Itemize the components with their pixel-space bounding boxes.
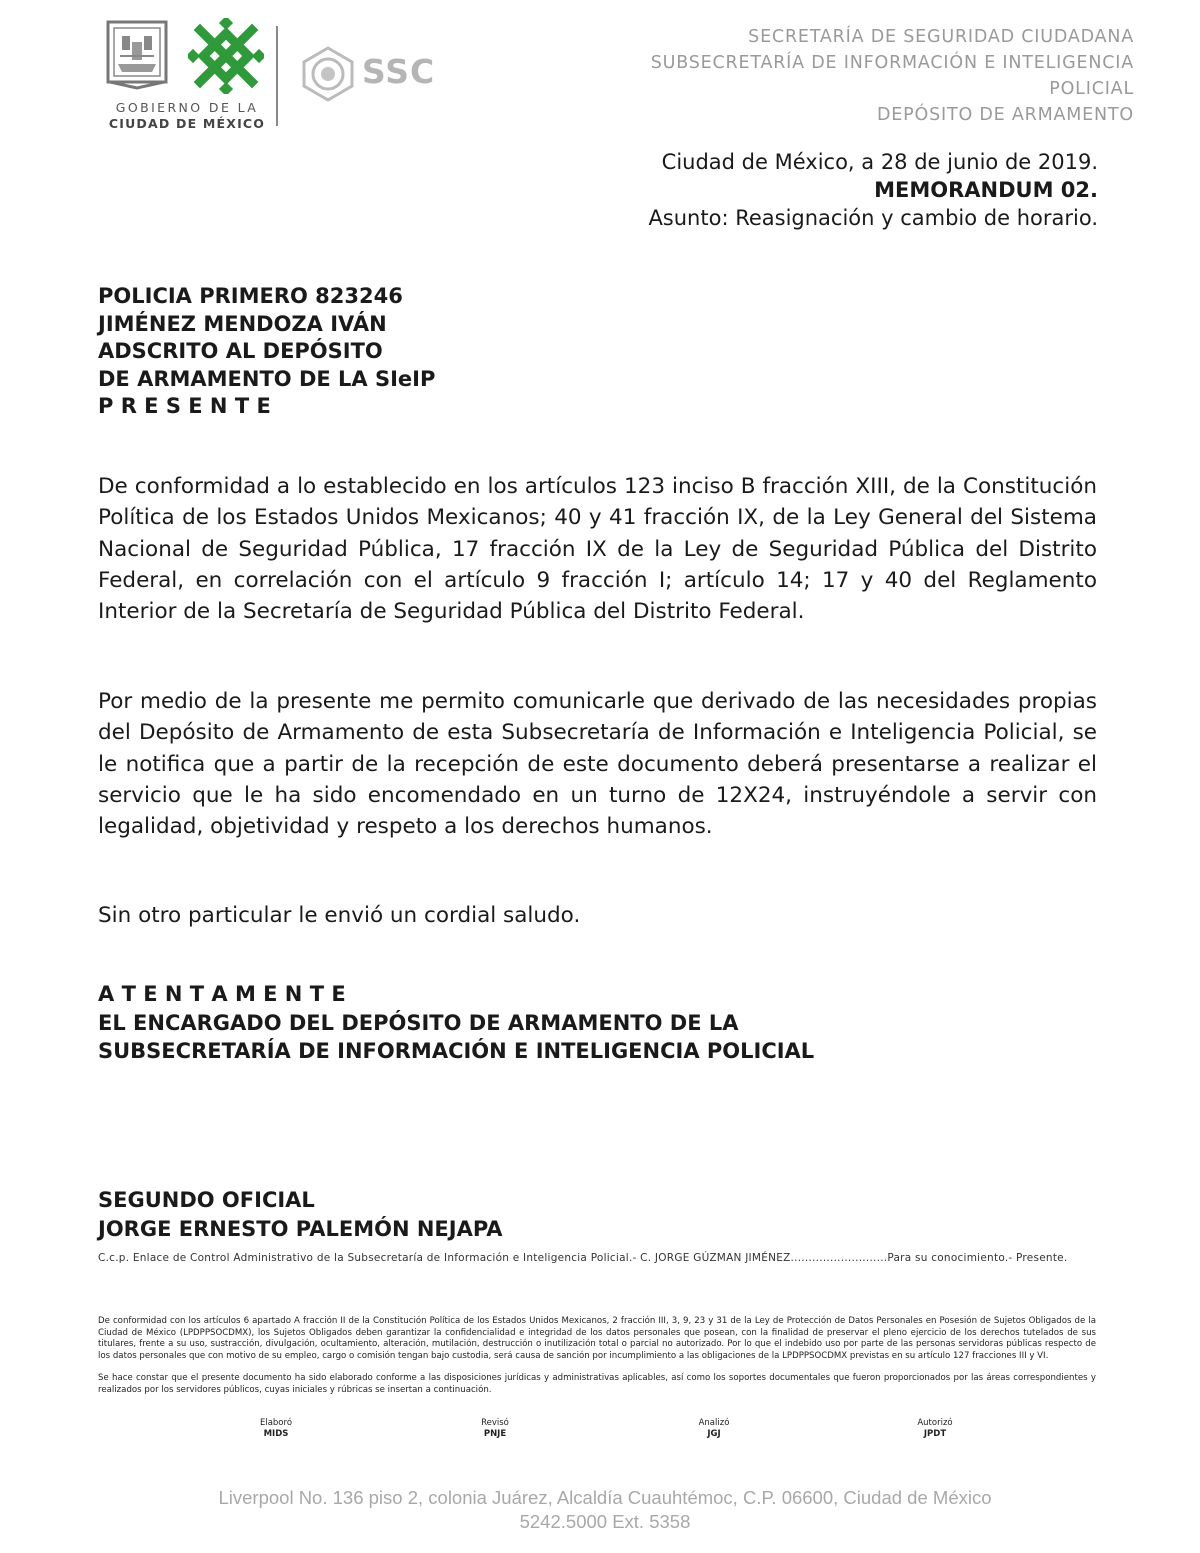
organization-header bbox=[534, 24, 1134, 128]
addressee-block bbox=[98, 283, 798, 421]
initials-code: JGJ bbox=[707, 1429, 721, 1439]
memo-header bbox=[498, 148, 1098, 232]
addressee-assignment-1: ADSCRITO AL DEPÓSITO bbox=[98, 339, 383, 363]
initials-code: JPDT bbox=[923, 1429, 947, 1439]
signer-rank: SEGUNDO OFICIAL bbox=[98, 1188, 315, 1212]
initials-elaboro bbox=[216, 1418, 336, 1440]
initials-role: Autorizó bbox=[917, 1418, 953, 1428]
org-line-policial: POLICIAL bbox=[1049, 79, 1134, 99]
closing-atentamente: A T E N T A M E N T E bbox=[98, 982, 346, 1006]
footer-address: Liverpool No. 136 piso 2, colonia Juárez, Alcaldía Cuauhtémoc, C.P. 06600, Ciudad de México bbox=[218, 1487, 992, 1508]
initials-row bbox=[98, 1418, 1096, 1448]
logo-divider bbox=[276, 26, 278, 126]
signer-name: JORGE ERNESTO PALEMÓN NEJAPA bbox=[98, 1216, 503, 1241]
body-paragraph-reassignment: Por medio de la presente me permito comunicarle que derivado de las necesidades propias del Depósito de Armamento de esta Subsecretaría de Información e Inteligencia Policial, se le notifica que a partir de la recepción de este documento deberá presentarse a realizar el servicio que le ha sido encomendado en un turno de 12X24, instruyéndole a servir con legalidad, objetividad y respeto a los derechos humanos. bbox=[98, 689, 1097, 840]
addressee-rank: POLICIA PRIMERO 823246 bbox=[98, 284, 403, 308]
carbon-copy-line: C.c.p. Enlace de Control Administrativo de la Subsecretaría de Información e Inteligencia Policial.- C. JORGE GÚZMAN JIMÉNEZ...........................Para su conocimiento.- Presente. bbox=[98, 1252, 1068, 1264]
gov-cdmx-line2: CIUDAD DE MÉXICO bbox=[108, 116, 266, 131]
legal-notice-elaboration: Se hace constar que el presente documento ha sido elaborado conforme a las disposiciones jurídicas y administrativas aplicables, así como los soportes documentales que fueron proporcionados por las áreas correspondientes y realizados por los servidores públicos, cuyas iniciales y rúbricas se insertan a continuación. bbox=[98, 1373, 1096, 1395]
org-line-subsecretaria: SUBSECRETARÍA DE INFORMACIÓN E INTELIGENCIA bbox=[650, 53, 1134, 73]
signer-block bbox=[98, 1186, 998, 1243]
closing-title-2: SUBSECRETARÍA DE INFORMACIÓN E INTELIGENCIA POLICIAL bbox=[98, 1039, 815, 1063]
body-paragraph-greeting: Sin otro particular le envió un cordial saludo. bbox=[98, 903, 581, 928]
initials-analizo bbox=[654, 1418, 774, 1440]
ssc-logo-text: SSC bbox=[362, 52, 436, 91]
memo-number: MEMORANDUM 02. bbox=[874, 178, 1098, 202]
closing-block bbox=[98, 980, 998, 1066]
memo-date: Ciudad de México, a 28 de junio de 2019. bbox=[661, 150, 1098, 174]
org-line-secretaria: SECRETARÍA DE SEGURIDAD CIUDADANA bbox=[748, 27, 1134, 47]
addressee-presente: P R E S E N T E bbox=[98, 394, 271, 418]
initials-reviso bbox=[435, 1418, 555, 1440]
initials-role: Revisó bbox=[481, 1418, 509, 1428]
initials-code: PNJE bbox=[483, 1429, 507, 1439]
footer-phone: 5242.5000 Ext. 5358 bbox=[519, 1511, 691, 1532]
addressee-name: JIMÉNEZ MENDOZA IVÁN bbox=[98, 311, 387, 336]
org-line-deposito: DEPÓSITO DE ARMAMENTO bbox=[877, 105, 1134, 125]
initials-role: Analizó bbox=[698, 1418, 730, 1428]
gov-cdmx-line1: GOBIERNO DE LA bbox=[115, 100, 259, 115]
ssc-badge-icon bbox=[300, 46, 356, 102]
initials-autorizo bbox=[875, 1418, 995, 1440]
cdmx-coat-of-arms-icon bbox=[106, 20, 168, 90]
header-logos bbox=[100, 14, 440, 130]
body-paragraph-legal-basis: De conformidad a lo establecido en los artículos 123 inciso B fracción XIII, de la Constitución Política de los Estados Unidos Mexicanos; 40 y 41 fracción IX, de la Ley General del Sistema Nacional de Seguridad Pública, 17 fracción IX de la Ley de Seguridad Pública del Distrito Federal, en correlación con el artículo 9 fracción I; artículo 14; 17 y 40 del Reglamento Interior de la Secretaría de Seguridad Pública del Distrito Federal. bbox=[98, 474, 1097, 625]
initials-role: Elaboró bbox=[259, 1418, 293, 1428]
legal-notice-data-protection: De conformidad con los artículos 6 apartado A fracción II de la Constitución Política de los Estados Unidos Mexicanos, 2 fracción III, 3, 9, 23 y 31 de la Ley de Protección de Datos Personales en Posesión de Sujetos Obligados de la Ciudad de México (LPDPPSOCDMX), los Sujetos Obligados deben garantizar la confidencialidad e integridad de los datos personales que posean, con la finalidad de preservar el pleno ejercicio de los derechos tutelados de sus titulares, frente a su uso, sustracción, divulgación, ocultamiento, alteración, mutilación, destrucción o inutilización total o parcial no autorizado. Por lo que el indebido uso por parte de las personas servidoras públicas respecto de los datos personales que con motivo de su empleo, cargo o comisión tengan bajo custodia, será causa de sanción por incumplimiento a las obligaciones de la LPDPPSOCDMX previstas en su artículo 127 fracciones III y VI. bbox=[98, 1316, 1096, 1361]
addressee-assignment-2: DE ARMAMENTO DE LA SIeIP bbox=[98, 366, 436, 391]
memo-subject: Asunto: Reasignación y cambio de horario. bbox=[648, 206, 1098, 230]
page-footer bbox=[0, 1486, 1200, 1534]
cdmx-green-knot-logo-icon bbox=[188, 18, 264, 94]
closing-title-1: EL ENCARGADO DEL DEPÓSITO DE ARMAMENTO DE LA bbox=[98, 1010, 739, 1035]
initials-code: MIDS bbox=[263, 1429, 289, 1439]
